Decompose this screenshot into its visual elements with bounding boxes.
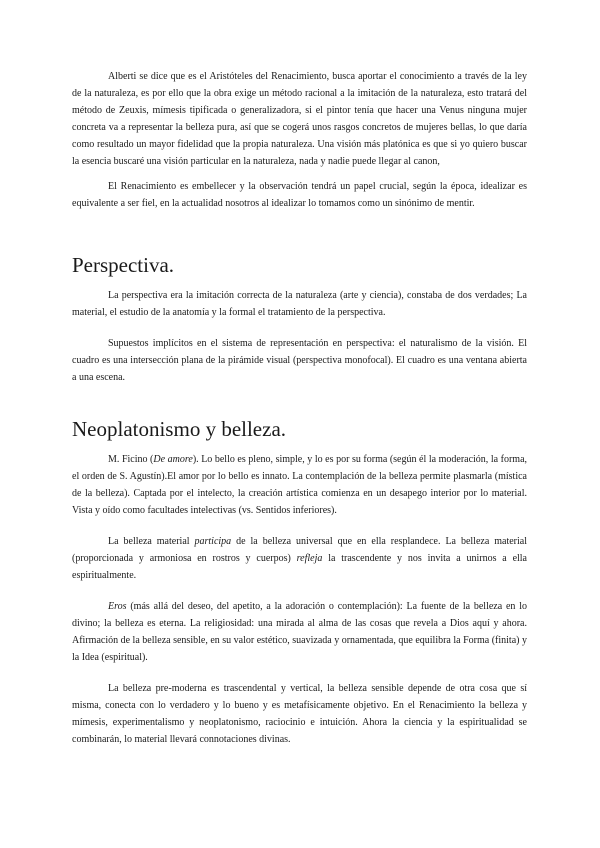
neoplatonismo-paragraph-1: [72, 451, 527, 519]
intro-paragraph-2: El Renacimiento es embellecer y la observación tendrá un papel crucial, según la época, idealizar es equivalente a ser fiel, en la actualidad nosotros al idealizar lo tomamos como un sinónimo de mentir.: [72, 181, 527, 209]
text-run: de la belleza universal que en ella resplandece. La belleza material (proporcionada y armoniosa en rostros y cuerpos): [72, 536, 527, 564]
text-run: la trascendente y nos invita a unirnos a ella espiritualmente.: [72, 553, 527, 581]
italic-title: De amore: [153, 454, 193, 465]
text-run: M. Ficino (: [108, 454, 154, 465]
perspectiva-paragraph-2: Supuestos implícitos en el sistema de representación en perspectiva: el naturalismo de la visión. El cuadro es una intersección plana de la pirámide visual (perspectiva monofocal). El cuadro es una ventana abierta a una escena.: [72, 338, 527, 383]
text-run: ). Lo bello es pleno, simple, y lo es por su forma (según él la moderación, la forma, el orden de S. Agustín).El amor por lo bello es innato. La contemplación de la belleza permite plasmarla (mística de la belleza). Captada por el intelecto, la creación artística comienza en un desapego interior por lo material. Vista y oído como facultades intelectivas (vs. Sentidos inferiores).: [72, 454, 528, 516]
italic-term: refleja: [296, 553, 323, 564]
italic-term: Eros: [108, 601, 127, 612]
neoplatonismo-paragraph-2: [72, 533, 527, 584]
italic-term: participa: [194, 536, 232, 547]
intro-paragraph-1: Alberti se dice que es el Aristóteles del Renacimiento, busca aportar el conocimiento a través de la ley de la naturaleza, es por ello que la obra exige un método racional a la imitación de la naturaleza, esto tratará del método de Zeuxis, mímesis tipificada o generalizadora, si el pintor tenía que hacer una Venus ninguna mujer concreta va a representar la belleza pura, así que se cogerá unos rasgos concretos de mujeres bellas, lo que daría como resultado un mayor fidelidad que la propia naturaleza. Una visión más platónica es que si yo quiero buscar la esencia buscaré una visión particular en la naturaleza, nada y nadie puede llegar al canon,: [72, 71, 527, 167]
text-run: (más allá del deseo, del apetito, a la adoración o contemplación): La fuente de la belleza en lo divino; la belleza es eterna. La religiosidad: una mirada al alma de las cosas que revela a Dios aquí y ahora. Afirmación de la belleza sensible, en su valor estético, suavizada y ornamentada, que equilibra la Forma (finita) y la Idea (espiritual).: [72, 601, 527, 663]
perspectiva-paragraph-1: La perspectiva era la imitación correcta de la naturaleza (arte y ciencia), constaba de dos verdades; La material, el estudio de la anatomía y la formal el tratamiento de la perspectiva.: [72, 290, 527, 318]
heading-neoplatonismo: Neoplatonismo y belleza.: [72, 417, 287, 441]
heading-perspectiva: Perspectiva.: [72, 253, 175, 277]
neoplatonismo-paragraph-3: [72, 598, 527, 666]
document-page: [72, 68, 527, 748]
text-run: La belleza material: [108, 536, 195, 547]
neoplatonismo-paragraph-4: La belleza pre-moderna es trascendental y vertical, la belleza sensible depende de otra cosa que sí misma, conecta con lo verdadero y lo bueno y es metafísicamente objetivo. En el Renacimiento la belleza y mímesis, experimentalismo y neoplatonismo, raciocinio e intuición. Ahora la ciencia y la espiritualidad se combinarán, lo material llevará connotaciones divinas.: [72, 683, 527, 745]
